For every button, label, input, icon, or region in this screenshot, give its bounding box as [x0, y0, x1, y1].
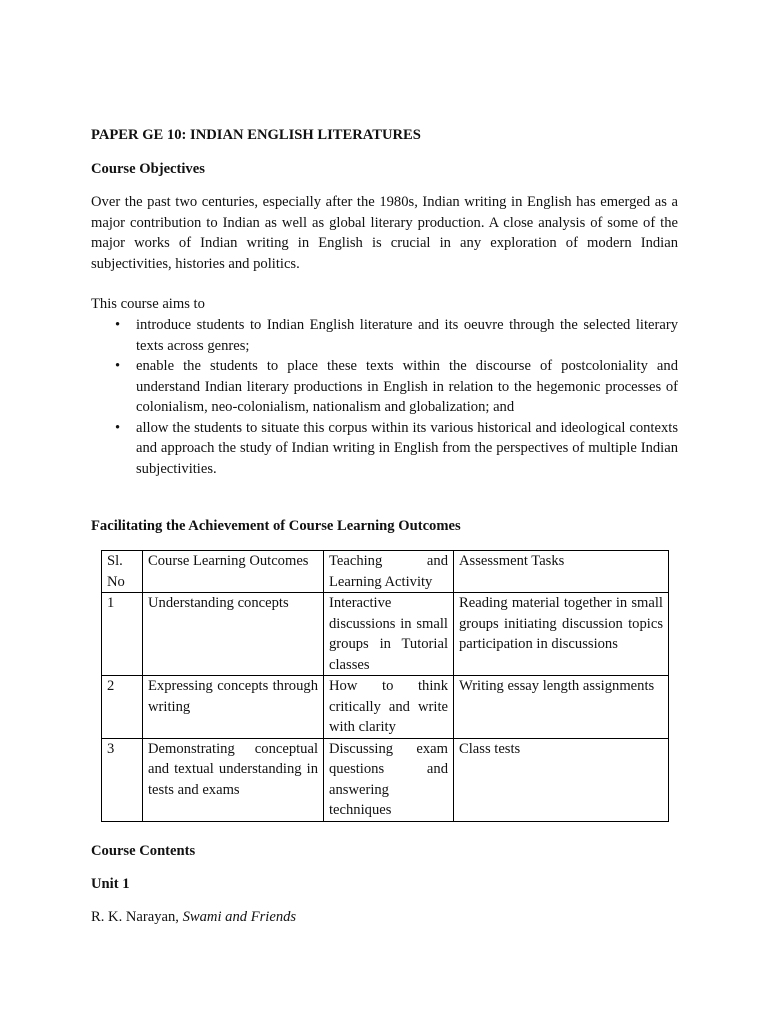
header-cell-sl-no: Sl. No [102, 551, 143, 593]
facilitating-heading: Facilitating the Achievement of Course Learning Outcomes [91, 518, 461, 534]
unit-heading: Unit 1 [91, 876, 130, 892]
paper-title: PAPER GE 10: INDIAN ENGLISH LITERATURES [91, 127, 421, 143]
table-row [102, 738, 669, 821]
aims-item-text: enable the students to place these texts within the discourse of postcoloniality and understand Indian literary productions in English in relation to the hegemonic processes of colonialism, neo-colonialism, nationalism and globalization; and [136, 358, 678, 415]
aims-list-item [91, 315, 678, 356]
aims-list-item [91, 356, 678, 418]
table-cell: Demonstrating conceptual and textual understanding in tests and exams [143, 738, 324, 821]
course-contents-heading: Course Contents [91, 843, 196, 859]
table-cell: Reading material together in small groups initiating discussion topics participation in discussions [454, 593, 669, 676]
reading-title: Swami and Friends [182, 909, 297, 925]
bullet-icon: • [115, 419, 121, 436]
header-cell-outcomes: Course Learning Outcomes [143, 551, 324, 593]
table-cell: Discussing exam questions and answering techniques [324, 738, 454, 821]
table-cell: Writing essay length assignments [454, 676, 669, 739]
aims-intro: This course aims to [91, 296, 205, 312]
reading-author: R. K. Narayan, [91, 909, 183, 925]
table-cell: Understanding concepts [143, 593, 324, 676]
table-cell: 3 [102, 738, 143, 821]
table-row [102, 676, 669, 739]
header-cell-activity: Teaching and Learning Activity [324, 551, 454, 593]
table-cell: Class tests [454, 738, 669, 821]
objectives-paragraph: Over the past two centuries, especially after the 1980s, Indian writing in English has emerged as a major contribution to Indian as well as global literary production. A close analysis of some of the major works of Indian writing in English is crucial in any exploration of modern Indian subjectivities, histories and politics. [91, 194, 678, 272]
table-cell: How to think critically and write with clarity [324, 676, 454, 739]
reading-entry [91, 907, 296, 928]
table-cell: 2 [102, 676, 143, 739]
table-header-row [102, 551, 669, 593]
bullet-icon: • [115, 358, 121, 374]
aims-list-item [91, 418, 678, 480]
aims-item-text: allow the students to situate this corpus within its various historical and ideological contexts and approach the study of Indian writing in English from the perspectives of multiple Indian subjectivities. [136, 419, 678, 477]
learning-outcomes-table [101, 550, 669, 822]
table-cell: Expressing concepts through writing [143, 676, 324, 739]
course-objectives-heading: Course Objectives [91, 161, 205, 177]
bullet-icon: • [115, 317, 121, 333]
header-cell-assessment: Assessment Tasks [454, 551, 669, 593]
table-row [102, 593, 669, 676]
table-cell: 1 [102, 593, 143, 676]
aims-list [91, 315, 678, 479]
aims-item-text: introduce students to Indian English literature and its oeuvre through the selected literary texts across genres; [136, 317, 678, 354]
table-cell: Interactive discussions in small groups in Tutorial classes [324, 593, 454, 676]
